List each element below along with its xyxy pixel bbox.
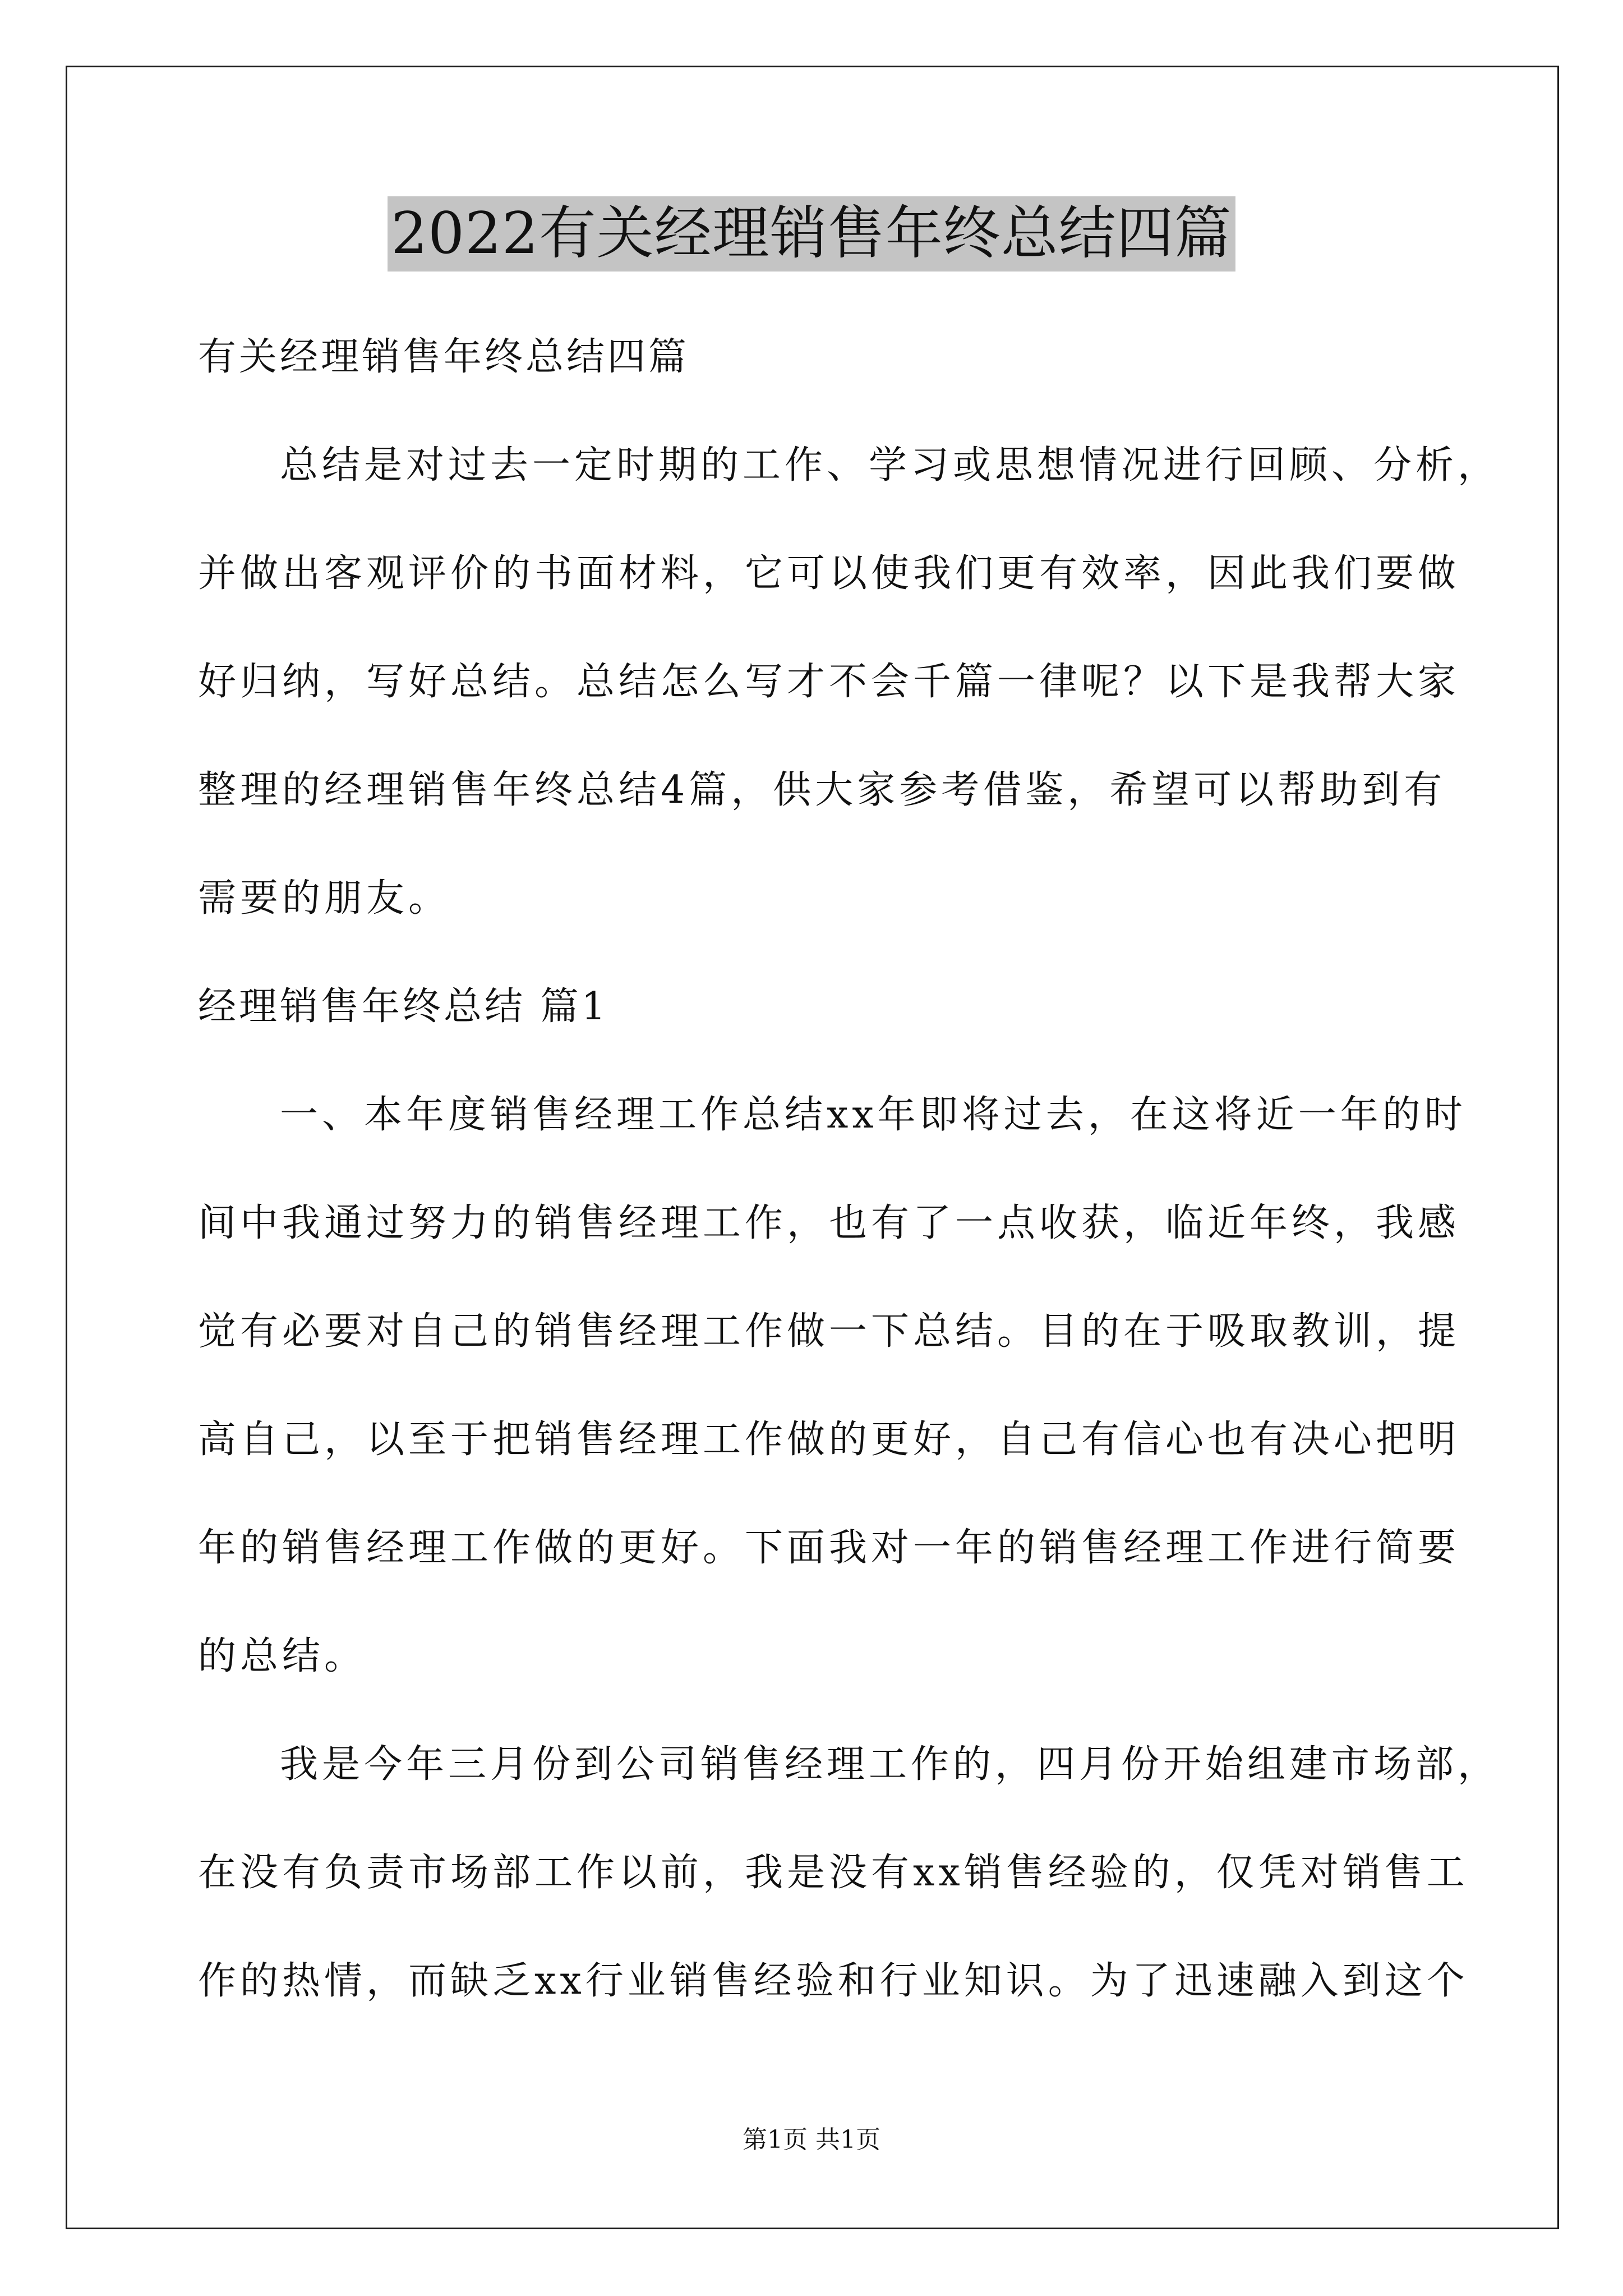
paragraph-line: 觉有必要对自己的销售经理工作做一下总结。目的在于吸取教训，提 [198, 1309, 1460, 1354]
paragraph-line: 需要的朋友。 [198, 876, 451, 921]
paragraph-line: 整理的经理销售年终总结4篇，供大家参考借鉴，希望可以帮助到有 [198, 768, 1446, 812]
paragraph-line: 一、本年度销售经理工作总结xx年即将过去，在这将近一年的时 [280, 1093, 1467, 1137]
paragraph-line: 并做出客观评价的书面材料，它可以使我们更有效率，因此我们要做 [198, 551, 1460, 596]
paragraph-line: 年的销售经理工作做的更好。下面我对一年的销售经理工作进行简要 [198, 1526, 1460, 1570]
subtitle: 有关经理销售年终总结四篇 [198, 335, 690, 379]
section-heading: 经理销售年终总结 篇1 [198, 984, 608, 1029]
paragraph-line: 的总结。 [198, 1634, 367, 1678]
document-body [198, 303, 1500, 2035]
paragraph-line: 在没有负责市场部工作以前，我是没有xx销售经验的，仅凭对销售工 [198, 1851, 1469, 1895]
paragraph-line: 间中我通过努力的销售经理工作，也有了一点收获，临近年终，我感 [198, 1201, 1460, 1245]
paragraph-line: 高自己，以至于把销售经理工作做的更好，自己有信心也有决心把明 [198, 1418, 1460, 1462]
paragraph-line: 总结是对过去一定时期的工作、学习或思想情况进行回顾、分析， [280, 443, 1500, 487]
paragraph-line: 作的热情，而缺乏xx行业销售经验和行业知识。为了迅速融入到这个 [198, 1959, 1469, 2003]
document-title: 2022有关经理销售年终总结四篇 [388, 196, 1235, 272]
title-container [0, 196, 1623, 272]
page-number-footer: 第1页 共1页 [743, 2125, 880, 2154]
paragraph-line: 好归纳，写好总结。总结怎么写才不会千篇一律呢？以下是我帮大家 [198, 660, 1460, 704]
paragraph-line: 我是今年三月份到公司销售经理工作的，四月份开始组建市场部， [280, 1742, 1500, 1787]
